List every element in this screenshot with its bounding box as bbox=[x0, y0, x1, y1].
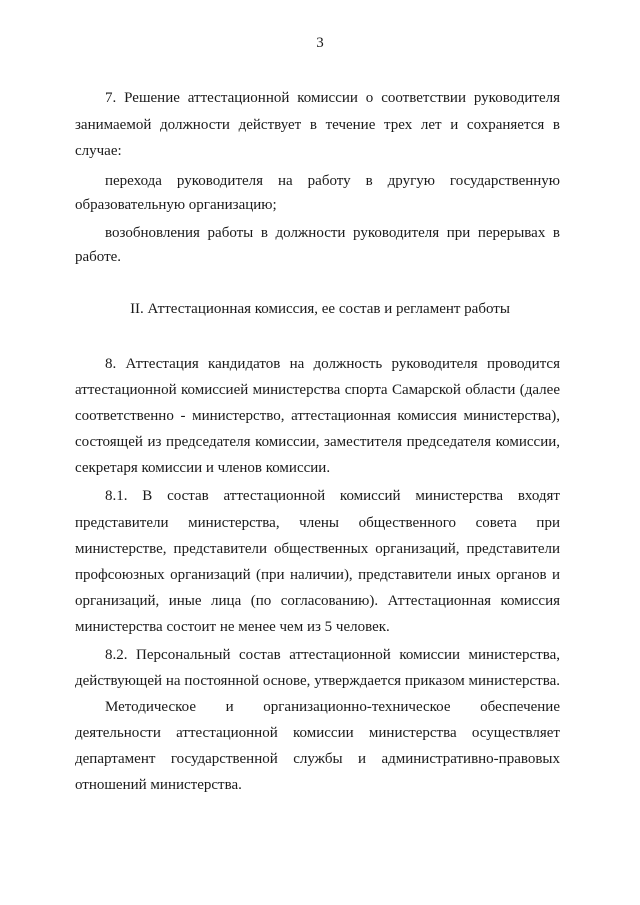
text-line: министерства состоит не менее чем из 5 человек. bbox=[75, 619, 390, 635]
text-line: профсоюзных организаций (при наличии), представители иных органов и bbox=[75, 567, 560, 583]
text-line: Методическое и организационно-техническое обеспечение bbox=[105, 699, 560, 715]
text-line: соответственно - министерство, аттестационная комиссия министерства), bbox=[75, 408, 560, 424]
text-line: 8.1. В состав аттестационной комиссий министерства входят bbox=[105, 488, 560, 504]
text-line: случае: bbox=[75, 143, 122, 159]
text-line: деятельности аттестационной комиссии министерства осуществляет bbox=[75, 725, 560, 741]
section-heading: II. Аттестационная комиссия, ее состав и регламент работы bbox=[130, 301, 510, 317]
page-number: 3 bbox=[316, 35, 324, 51]
text-line: организаций, иные лица (по согласованию). Аттестационная комиссия bbox=[75, 593, 560, 609]
text-line: министерстве, представители общественных организаций, представители bbox=[75, 541, 560, 557]
text-line: представители министерства, члены общественного совета при bbox=[75, 515, 560, 531]
text-line: перехода руководителя на работу в другую государственную bbox=[105, 173, 560, 189]
text-line: департамент государственной службы и административно-правовых bbox=[75, 751, 560, 767]
text-line: образовательную организацию; bbox=[75, 197, 277, 213]
text-line: секретаря комиссии и членов комиссии. bbox=[75, 460, 331, 476]
text-line: занимаемой должности действует в течение трех лет и сохраняется в bbox=[75, 117, 560, 133]
text-line: отношений министерства. bbox=[75, 777, 242, 793]
text-line: возобновления работы в должности руководителя при перерывах в bbox=[105, 225, 560, 241]
text-line: аттестационной комиссией министерства спорта Самарской области (далее bbox=[75, 382, 560, 398]
text-line: действующей на постоянной основе, утверждается приказом министерства. bbox=[75, 673, 560, 689]
text-line: 7. Решение аттестационной комиссии о соответствии руководителя bbox=[105, 90, 560, 106]
text-line: состоящей из председателя комиссии, заместителя председателя комиссии, bbox=[75, 434, 560, 450]
text-line: 8. Аттестация кандидатов на должность руководителя проводится bbox=[105, 356, 560, 372]
text-line: работе. bbox=[75, 249, 122, 265]
text-line: 8.2. Персональный состав аттестационной комиссии министерства, bbox=[105, 647, 560, 663]
